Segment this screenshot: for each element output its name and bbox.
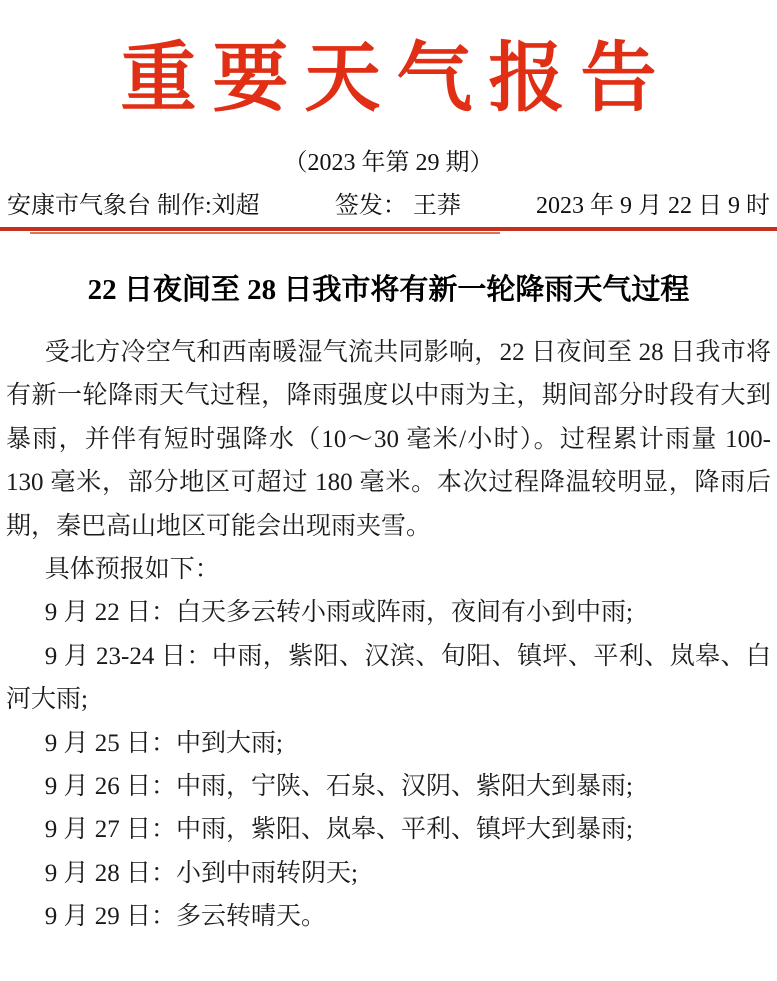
masthead: [0, 190, 777, 222]
lead-paragraph: 受北方冷空气和西南暖湿气流共同影响，22 日夜间至 28 日我市将有新一轮降雨天气过程，降雨强度以中雨为主，期间部分时段有大到暴雨，并伴有短时强降水（10～30 毫米/小时）。过程累计雨量 100-130 毫米，部分地区可超过 180 毫米。本次过程降温较明显，降雨后期，秦巴高山地区可能会出现雨夹雪。: [6, 339, 771, 540]
header-rule: [0, 227, 777, 237]
issue-number: （2023 年第 29 期）: [283, 150, 494, 176]
report-title: 重要天气报告: [120, 37, 673, 121]
forecast-item: 9 月 27 日：中雨，紫阳、岚皋、平利、镇坪大到暴雨;: [44, 816, 633, 844]
forecast-item: 9 月 22 日：白天多云转小雨或阵雨，夜间有小到中雨;: [44, 599, 633, 627]
agency-and-maker-text: 安康市气象台 制作:刘超: [7, 193, 260, 219]
forecast-item: 9 月 28 日：小到中雨转阴天;: [44, 859, 358, 887]
forecast-item: 9 月 26 日：中雨，宁陕、石泉、汉阴、紫阳大到暴雨;: [44, 773, 633, 801]
signer-text: 签发： 王莽: [334, 193, 461, 219]
forecast-item: 9 月 25 日：中到大雨;: [44, 729, 283, 757]
forecast-intro: 具体预报如下：: [44, 556, 220, 584]
issue-datetime: 2023 年 9 月 22 日 9 时: [535, 193, 770, 219]
report-body: [0, 331, 777, 939]
forecast-item: 9 月 29 日：多云转晴天。: [44, 903, 327, 931]
header-rule-main-line: [0, 227, 777, 231]
forecast-item: 9 月 23-24 日：中雨，紫阳、汉滨、旬阳、镇坪、平利、岚皋、白河大雨;: [6, 642, 771, 714]
report-headline: 22 日夜间至 28 日我市将有新一轮降雨天气过程: [87, 274, 690, 306]
header-rule-echo-line: [30, 232, 500, 234]
